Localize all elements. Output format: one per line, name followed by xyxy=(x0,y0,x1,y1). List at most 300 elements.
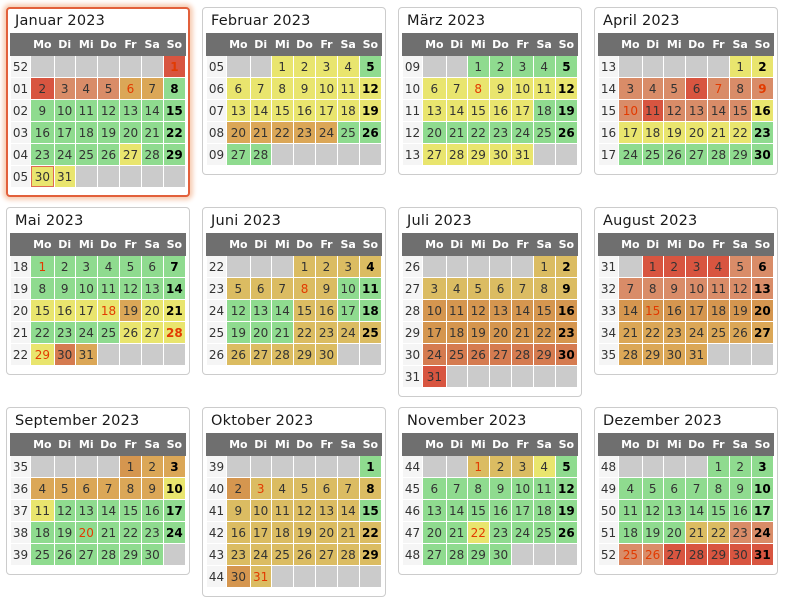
day-cell[interactable]: 2 xyxy=(555,256,577,278)
day-cell[interactable]: 8 xyxy=(163,78,185,100)
day-cell[interactable]: 3 xyxy=(512,56,533,78)
day-cell[interactable]: 23 xyxy=(555,322,577,344)
day-cell[interactable]: 15 xyxy=(708,500,729,522)
day-cell[interactable]: 11 xyxy=(31,500,54,522)
day-cell[interactable]: 14 xyxy=(337,500,359,522)
day-cell[interactable]: 24 xyxy=(423,344,446,366)
day-cell[interactable]: 13 xyxy=(75,500,97,522)
day-cell[interactable]: 16 xyxy=(489,500,512,522)
day-cell[interactable]: 21 xyxy=(337,522,359,544)
day-cell[interactable]: 29 xyxy=(708,544,729,566)
day-cell[interactable]: 24 xyxy=(250,544,271,566)
day-cell[interactable]: 16 xyxy=(729,500,751,522)
day-cell[interactable]: 12 xyxy=(54,500,75,522)
day-cell[interactable]: 13 xyxy=(663,500,685,522)
day-cell[interactable]: 17 xyxy=(250,522,271,544)
day-cell[interactable]: 2 xyxy=(751,56,773,78)
day-cell[interactable]: 18 xyxy=(533,100,555,122)
day-cell[interactable]: 4 xyxy=(75,78,97,100)
day-cell[interactable]: 28 xyxy=(250,144,271,166)
day-cell[interactable]: 28 xyxy=(446,144,467,166)
day-cell[interactable]: 25 xyxy=(642,144,663,166)
day-cell[interactable]: 20 xyxy=(489,322,512,344)
day-cell[interactable]: 28 xyxy=(708,144,729,166)
day-cell[interactable]: 23 xyxy=(31,144,54,166)
day-cell[interactable]: 20 xyxy=(423,522,446,544)
day-cell[interactable]: 25 xyxy=(75,144,97,166)
day-cell[interactable]: 22 xyxy=(642,322,663,344)
day-cell[interactable]: 25 xyxy=(97,322,120,344)
day-cell[interactable]: 30 xyxy=(663,344,685,366)
day-cell[interactable]: 17 xyxy=(337,300,359,322)
day-cell[interactable]: 3 xyxy=(512,456,533,478)
day-cell[interactable]: 19 xyxy=(663,122,685,144)
day-cell[interactable]: 14 xyxy=(685,500,708,522)
day-cell[interactable]: 15 xyxy=(271,100,293,122)
day-cell[interactable]: 15 xyxy=(729,100,751,122)
day-cell[interactable]: 7 xyxy=(141,78,163,100)
day-cell[interactable]: 11 xyxy=(533,78,555,100)
day-cell[interactable]: 25 xyxy=(533,122,555,144)
day-cell[interactable]: 12 xyxy=(120,278,141,300)
day-cell[interactable]: 24 xyxy=(337,322,359,344)
day-cell[interactable]: 12 xyxy=(642,500,663,522)
day-cell[interactable]: 11 xyxy=(337,78,359,100)
day-cell[interactable]: 22 xyxy=(729,122,751,144)
day-cell[interactable]: 27 xyxy=(489,344,512,366)
day-cell[interactable]: 8 xyxy=(642,278,663,300)
day-cell[interactable]: 30 xyxy=(141,544,163,566)
day-cell[interactable]: 7 xyxy=(271,278,293,300)
day-cell[interactable]: 25 xyxy=(446,344,467,366)
day-cell[interactable]: 23 xyxy=(54,322,75,344)
day-cell[interactable]: 22 xyxy=(163,122,185,144)
day-cell[interactable]: 6 xyxy=(227,78,250,100)
day-cell[interactable]: 5 xyxy=(555,456,577,478)
day-cell[interactable]: 6 xyxy=(423,78,446,100)
day-cell[interactable]: 12 xyxy=(729,278,751,300)
day-cell[interactable]: 7 xyxy=(446,478,467,500)
day-cell[interactable]: 10 xyxy=(316,78,337,100)
day-cell[interactable]: 30 xyxy=(489,144,512,166)
day-cell[interactable]: 26 xyxy=(555,522,577,544)
day-cell[interactable]: 28 xyxy=(141,144,163,166)
day-cell[interactable]: 18 xyxy=(271,522,293,544)
day-cell[interactable]: 11 xyxy=(708,278,729,300)
day-cell[interactable]: 30 xyxy=(751,144,773,166)
day-cell[interactable]: 4 xyxy=(359,256,381,278)
day-cell[interactable]: 11 xyxy=(642,100,663,122)
day-cell[interactable]: 3 xyxy=(423,278,446,300)
day-cell[interactable]: 23 xyxy=(293,122,316,144)
day-cell[interactable]: 3 xyxy=(316,56,337,78)
day-cell[interactable]: 21 xyxy=(250,122,271,144)
day-cell[interactable]: 14 xyxy=(271,300,293,322)
day-cell[interactable]: 21 xyxy=(141,122,163,144)
day-cell[interactable]: 12 xyxy=(555,78,577,100)
day-cell[interactable]: 20 xyxy=(120,122,141,144)
day-cell[interactable]: 16 xyxy=(54,300,75,322)
day-cell[interactable]: 1 xyxy=(708,456,729,478)
day-cell[interactable]: 6 xyxy=(423,478,446,500)
day-cell[interactable]: 5 xyxy=(467,278,489,300)
day-cell[interactable]: 30 xyxy=(316,344,337,366)
day-cell[interactable]: 22 xyxy=(293,322,316,344)
day-cell[interactable]: 13 xyxy=(423,100,446,122)
day-cell[interactable]: 23 xyxy=(316,322,337,344)
day-cell[interactable]: 23 xyxy=(663,322,685,344)
day-cell[interactable]: 8 xyxy=(708,478,729,500)
day-cell[interactable]: 16 xyxy=(663,300,685,322)
day-cell[interactable]: 26 xyxy=(467,344,489,366)
day-cell[interactable]: 30 xyxy=(31,166,54,188)
day-cell[interactable]: 27 xyxy=(227,144,250,166)
day-cell[interactable]: 12 xyxy=(663,100,685,122)
day-cell[interactable]: 15 xyxy=(120,500,141,522)
day-cell[interactable]: 11 xyxy=(446,300,467,322)
day-cell[interactable]: 23 xyxy=(227,544,250,566)
day-cell[interactable]: 5 xyxy=(293,478,316,500)
day-cell[interactable]: 20 xyxy=(141,300,163,322)
day-cell[interactable]: 1 xyxy=(467,456,489,478)
day-cell[interactable]: 18 xyxy=(75,122,97,144)
day-cell[interactable]: 25 xyxy=(359,322,381,344)
day-cell[interactable]: 29 xyxy=(729,144,751,166)
day-cell[interactable]: 27 xyxy=(75,544,97,566)
day-cell[interactable]: 24 xyxy=(619,144,642,166)
day-cell[interactable]: 30 xyxy=(729,544,751,566)
day-cell[interactable]: 28 xyxy=(163,322,185,344)
day-cell[interactable]: 6 xyxy=(120,78,141,100)
day-cell[interactable]: 27 xyxy=(663,544,685,566)
day-cell[interactable]: 5 xyxy=(729,256,751,278)
day-cell[interactable]: 28 xyxy=(619,344,642,366)
day-cell[interactable]: 4 xyxy=(619,478,642,500)
day-cell[interactable]: 8 xyxy=(729,78,751,100)
day-cell[interactable]: 28 xyxy=(685,544,708,566)
day-cell[interactable]: 18 xyxy=(446,322,467,344)
day-cell[interactable]: 29 xyxy=(467,544,489,566)
day-cell[interactable]: 1 xyxy=(163,56,185,78)
day-cell[interactable]: 4 xyxy=(533,456,555,478)
day-cell[interactable]: 10 xyxy=(423,300,446,322)
day-cell[interactable]: 20 xyxy=(663,522,685,544)
day-cell[interactable]: 15 xyxy=(467,500,489,522)
day-cell[interactable]: 1 xyxy=(729,56,751,78)
day-cell[interactable]: 27 xyxy=(120,144,141,166)
day-cell[interactable]: 8 xyxy=(467,478,489,500)
day-cell[interactable]: 10 xyxy=(75,278,97,300)
day-cell[interactable]: 26 xyxy=(642,544,663,566)
day-cell[interactable]: 5 xyxy=(359,56,381,78)
day-cell[interactable]: 9 xyxy=(141,478,163,500)
day-cell[interactable]: 27 xyxy=(685,144,708,166)
day-cell[interactable]: 1 xyxy=(467,56,489,78)
day-cell[interactable]: 10 xyxy=(685,278,708,300)
day-cell[interactable]: 6 xyxy=(75,478,97,500)
day-cell[interactable]: 5 xyxy=(120,256,141,278)
day-cell[interactable]: 16 xyxy=(489,100,512,122)
day-cell[interactable]: 29 xyxy=(31,344,54,366)
day-cell[interactable]: 9 xyxy=(729,478,751,500)
day-cell[interactable]: 27 xyxy=(423,144,446,166)
day-cell[interactable]: 3 xyxy=(54,78,75,100)
day-cell[interactable]: 3 xyxy=(163,456,185,478)
day-cell[interactable]: 4 xyxy=(337,56,359,78)
day-cell[interactable]: 21 xyxy=(685,522,708,544)
day-cell[interactable]: 8 xyxy=(120,478,141,500)
day-cell[interactable]: 3 xyxy=(75,256,97,278)
day-cell[interactable]: 21 xyxy=(163,300,185,322)
day-cell[interactable]: 25 xyxy=(619,544,642,566)
day-cell[interactable]: 2 xyxy=(663,256,685,278)
day-cell[interactable]: 29 xyxy=(293,344,316,366)
day-cell[interactable]: 7 xyxy=(685,478,708,500)
day-cell[interactable]: 20 xyxy=(227,122,250,144)
day-cell[interactable]: 4 xyxy=(446,278,467,300)
day-cell[interactable]: 25 xyxy=(533,522,555,544)
day-cell[interactable]: 30 xyxy=(555,344,577,366)
day-cell[interactable]: 23 xyxy=(729,522,751,544)
day-cell[interactable]: 22 xyxy=(467,522,489,544)
day-cell[interactable]: 22 xyxy=(467,122,489,144)
day-cell[interactable]: 21 xyxy=(708,122,729,144)
day-cell[interactable]: 2 xyxy=(227,478,250,500)
day-cell[interactable]: 11 xyxy=(359,278,381,300)
day-cell[interactable]: 22 xyxy=(533,322,555,344)
day-cell[interactable]: 19 xyxy=(467,322,489,344)
day-cell[interactable]: 17 xyxy=(163,500,185,522)
day-cell[interactable]: 20 xyxy=(685,122,708,144)
day-cell[interactable]: 1 xyxy=(293,256,316,278)
day-cell[interactable]: 19 xyxy=(54,522,75,544)
day-cell[interactable]: 31 xyxy=(685,344,708,366)
day-cell[interactable]: 24 xyxy=(316,122,337,144)
day-cell[interactable]: 25 xyxy=(337,122,359,144)
day-cell[interactable]: 26 xyxy=(97,144,120,166)
day-cell[interactable]: 18 xyxy=(642,122,663,144)
day-cell[interactable]: 12 xyxy=(227,300,250,322)
day-cell[interactable]: 14 xyxy=(446,500,467,522)
day-cell[interactable]: 13 xyxy=(120,100,141,122)
day-cell[interactable]: 9 xyxy=(751,78,773,100)
day-cell[interactable]: 3 xyxy=(751,456,773,478)
day-cell[interactable]: 10 xyxy=(54,100,75,122)
day-cell[interactable]: 31 xyxy=(75,344,97,366)
day-cell[interactable]: 17 xyxy=(751,500,773,522)
day-cell[interactable]: 4 xyxy=(97,256,120,278)
day-cell[interactable]: 11 xyxy=(533,478,555,500)
day-cell[interactable]: 20 xyxy=(423,122,446,144)
day-cell[interactable]: 19 xyxy=(359,100,381,122)
day-cell[interactable]: 2 xyxy=(31,78,54,100)
day-cell[interactable]: 5 xyxy=(642,478,663,500)
day-cell[interactable]: 6 xyxy=(663,478,685,500)
day-cell[interactable]: 31 xyxy=(54,166,75,188)
day-cell[interactable]: 26 xyxy=(663,144,685,166)
day-cell[interactable]: 1 xyxy=(533,256,555,278)
day-cell[interactable]: 14 xyxy=(250,100,271,122)
day-cell[interactable]: 26 xyxy=(54,544,75,566)
day-cell[interactable]: 13 xyxy=(423,500,446,522)
day-cell[interactable]: 28 xyxy=(271,344,293,366)
day-cell[interactable]: 24 xyxy=(685,322,708,344)
day-cell[interactable]: 15 xyxy=(31,300,54,322)
day-cell[interactable]: 14 xyxy=(708,100,729,122)
day-cell[interactable]: 10 xyxy=(512,478,533,500)
day-cell[interactable]: 7 xyxy=(97,478,120,500)
day-cell[interactable]: 6 xyxy=(141,256,163,278)
day-cell[interactable]: 25 xyxy=(708,322,729,344)
day-cell[interactable]: 13 xyxy=(489,300,512,322)
day-cell[interactable]: 8 xyxy=(293,278,316,300)
day-cell[interactable]: 15 xyxy=(163,100,185,122)
day-cell[interactable]: 4 xyxy=(271,478,293,500)
day-cell[interactable]: 29 xyxy=(533,344,555,366)
day-cell[interactable]: 26 xyxy=(729,322,751,344)
day-cell[interactable]: 14 xyxy=(141,100,163,122)
day-cell[interactable]: 8 xyxy=(31,278,54,300)
day-cell[interactable]: 25 xyxy=(31,544,54,566)
day-cell[interactable]: 14 xyxy=(619,300,642,322)
day-cell[interactable]: 6 xyxy=(751,256,773,278)
day-cell[interactable]: 23 xyxy=(489,122,512,144)
day-cell[interactable]: 21 xyxy=(619,322,642,344)
day-cell[interactable]: 2 xyxy=(489,56,512,78)
day-cell[interactable]: 3 xyxy=(337,256,359,278)
day-cell[interactable]: 2 xyxy=(141,456,163,478)
day-cell[interactable]: 25 xyxy=(271,544,293,566)
day-cell[interactable]: 26 xyxy=(359,122,381,144)
day-cell[interactable]: 19 xyxy=(227,322,250,344)
day-cell[interactable]: 4 xyxy=(708,256,729,278)
day-cell[interactable]: 4 xyxy=(533,56,555,78)
day-cell[interactable]: 19 xyxy=(729,300,751,322)
day-cell[interactable]: 21 xyxy=(97,522,120,544)
day-cell[interactable]: 16 xyxy=(227,522,250,544)
day-cell[interactable]: 1 xyxy=(31,256,54,278)
day-cell[interactable]: 16 xyxy=(751,100,773,122)
day-cell[interactable]: 15 xyxy=(467,100,489,122)
day-cell[interactable]: 9 xyxy=(489,478,512,500)
day-cell[interactable]: 4 xyxy=(31,478,54,500)
day-cell[interactable]: 26 xyxy=(227,344,250,366)
day-cell[interactable]: 20 xyxy=(250,322,271,344)
day-cell[interactable]: 8 xyxy=(359,478,381,500)
day-cell[interactable]: 17 xyxy=(619,122,642,144)
day-cell[interactable]: 17 xyxy=(685,300,708,322)
day-cell[interactable]: 1 xyxy=(642,256,663,278)
day-cell[interactable]: 28 xyxy=(337,544,359,566)
day-cell[interactable]: 22 xyxy=(271,122,293,144)
day-cell[interactable]: 19 xyxy=(120,300,141,322)
day-cell[interactable]: 13 xyxy=(250,300,271,322)
day-cell[interactable]: 7 xyxy=(512,278,533,300)
day-cell[interactable]: 30 xyxy=(227,566,250,588)
day-cell[interactable]: 7 xyxy=(250,78,271,100)
day-cell[interactable]: 18 xyxy=(97,300,120,322)
day-cell[interactable]: 22 xyxy=(359,522,381,544)
day-cell[interactable]: 2 xyxy=(729,456,751,478)
day-cell[interactable]: 5 xyxy=(97,78,120,100)
day-cell[interactable]: 11 xyxy=(619,500,642,522)
day-cell[interactable]: 19 xyxy=(555,100,577,122)
day-cell[interactable]: 7 xyxy=(337,478,359,500)
day-cell[interactable]: 8 xyxy=(533,278,555,300)
day-cell[interactable]: 21 xyxy=(446,122,467,144)
day-cell[interactable]: 5 xyxy=(227,278,250,300)
day-cell[interactable]: 6 xyxy=(685,78,708,100)
day-cell[interactable]: 10 xyxy=(512,78,533,100)
day-cell[interactable]: 23 xyxy=(751,122,773,144)
day-cell[interactable]: 26 xyxy=(120,322,141,344)
day-cell[interactable]: 28 xyxy=(97,544,120,566)
day-cell[interactable]: 27 xyxy=(751,322,773,344)
day-cell[interactable]: 12 xyxy=(555,478,577,500)
day-cell[interactable]: 11 xyxy=(97,278,120,300)
day-cell[interactable]: 13 xyxy=(685,100,708,122)
day-cell[interactable]: 18 xyxy=(337,100,359,122)
day-cell[interactable]: 26 xyxy=(293,544,316,566)
day-cell[interactable]: 10 xyxy=(751,478,773,500)
day-cell[interactable]: 8 xyxy=(271,78,293,100)
day-cell[interactable]: 31 xyxy=(250,566,271,588)
day-cell[interactable]: 3 xyxy=(685,256,708,278)
day-cell[interactable]: 7 xyxy=(163,256,185,278)
day-cell[interactable]: 4 xyxy=(642,78,663,100)
day-cell[interactable]: 19 xyxy=(293,522,316,544)
day-cell[interactable]: 11 xyxy=(75,100,97,122)
day-cell[interactable]: 13 xyxy=(227,100,250,122)
day-cell[interactable]: 30 xyxy=(54,344,75,366)
day-cell[interactable]: 5 xyxy=(663,78,685,100)
day-cell[interactable]: 19 xyxy=(97,122,120,144)
day-cell[interactable]: 10 xyxy=(619,100,642,122)
day-cell[interactable]: 7 xyxy=(619,278,642,300)
day-cell[interactable]: 20 xyxy=(316,522,337,544)
day-cell[interactable]: 16 xyxy=(31,122,54,144)
day-cell[interactable]: 18 xyxy=(533,500,555,522)
day-cell[interactable]: 16 xyxy=(316,300,337,322)
day-cell[interactable]: 17 xyxy=(423,322,446,344)
day-cell[interactable]: 22 xyxy=(708,522,729,544)
day-cell[interactable]: 23 xyxy=(489,522,512,544)
day-cell[interactable]: 20 xyxy=(75,522,97,544)
day-cell[interactable]: 17 xyxy=(75,300,97,322)
day-cell[interactable]: 24 xyxy=(163,522,185,544)
day-cell[interactable]: 6 xyxy=(489,278,512,300)
day-cell[interactable]: 21 xyxy=(512,322,533,344)
day-cell[interactable]: 10 xyxy=(337,278,359,300)
day-cell[interactable]: 9 xyxy=(663,278,685,300)
day-cell[interactable]: 6 xyxy=(250,278,271,300)
day-cell[interactable]: 29 xyxy=(120,544,141,566)
day-cell[interactable]: 17 xyxy=(512,100,533,122)
day-cell[interactable]: 18 xyxy=(359,300,381,322)
day-cell[interactable]: 13 xyxy=(141,278,163,300)
day-cell[interactable]: 29 xyxy=(359,544,381,566)
day-cell[interactable]: 18 xyxy=(708,300,729,322)
day-cell[interactable]: 10 xyxy=(250,500,271,522)
day-cell[interactable]: 3 xyxy=(250,478,271,500)
day-cell[interactable]: 18 xyxy=(31,522,54,544)
day-cell[interactable]: 21 xyxy=(446,522,467,544)
day-cell[interactable]: 1 xyxy=(271,56,293,78)
day-cell[interactable]: 9 xyxy=(489,78,512,100)
day-cell[interactable]: 16 xyxy=(141,500,163,522)
day-cell[interactable]: 9 xyxy=(227,500,250,522)
day-cell[interactable]: 2 xyxy=(489,456,512,478)
